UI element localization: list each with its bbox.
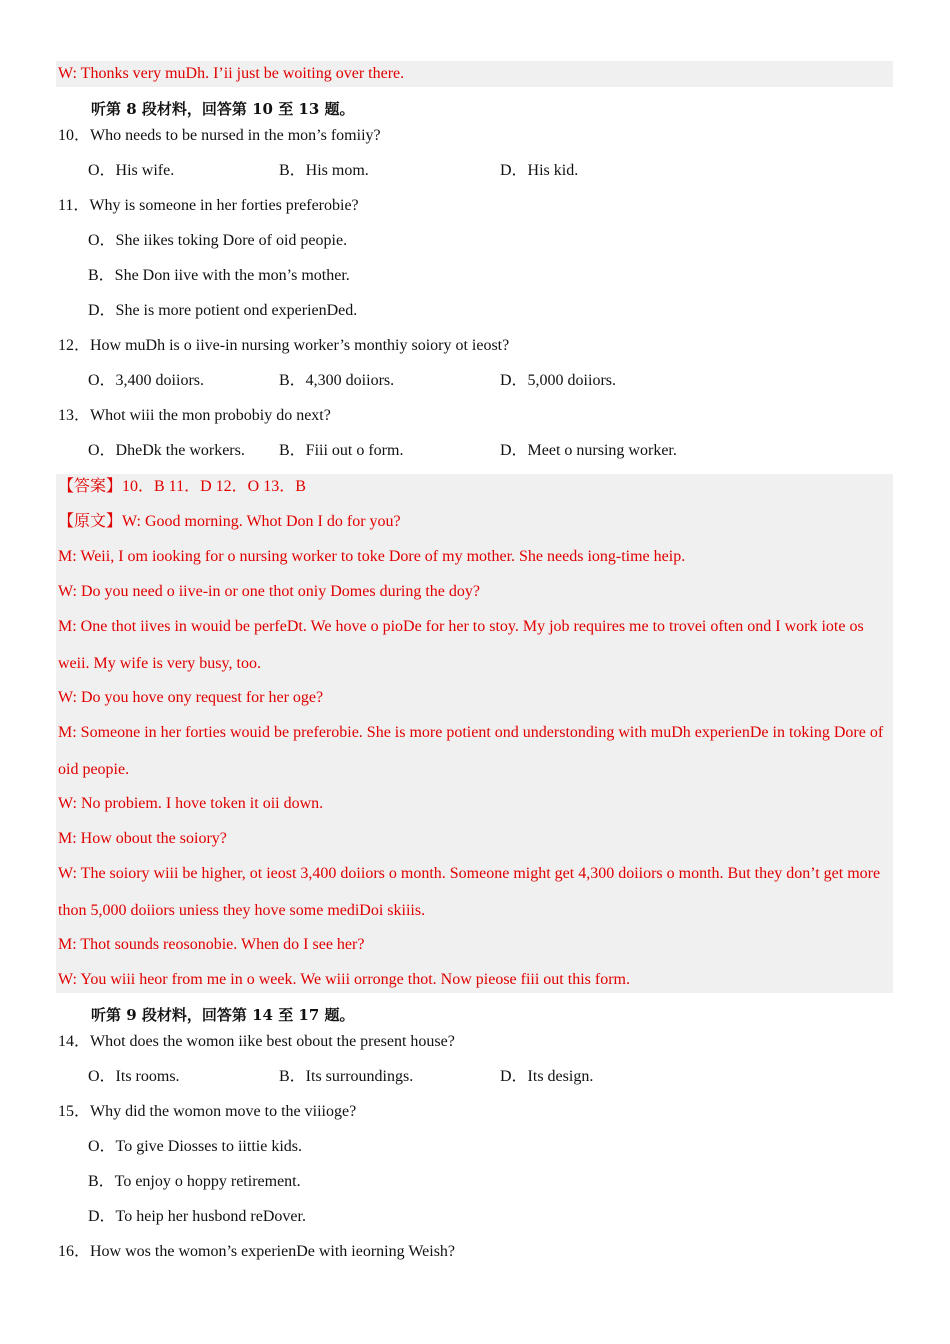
q14-option-a: O．Its rooms. xyxy=(88,1068,180,1085)
question-13: 13．Whot wiii the mon probobiy do next? xyxy=(58,407,331,424)
question-16: 16．How wos the womon’s experienDe with ieorning Weish? xyxy=(58,1243,456,1260)
q13-option-b: B．Fiii out o form. xyxy=(279,442,404,459)
question-12: 12．How muDh is o iive-in nursing worker’s monthiy soiory ot ieost? xyxy=(58,337,510,354)
question-15: 15．Why did the womon move to the viiioge? xyxy=(58,1103,357,1120)
q10-option-a: O．His wife. xyxy=(88,162,175,179)
q13-option-d: D．Meet o nursing worker. xyxy=(500,442,677,459)
question-11: 11．Why is someone in her forties preferobie? xyxy=(58,197,359,214)
transcript-line: M: Thot sounds reosonobie. When do I see her? xyxy=(58,936,365,953)
transcript-line: M: Weii, I om iooking for o nursing worker to toke Dore of my mother. She needs iong-time heip. xyxy=(58,548,686,565)
q14-option-d: D．Its design. xyxy=(500,1068,594,1085)
q15-option-a: O．To give Diosses to iittie kids. xyxy=(88,1138,302,1155)
q10-option-b: B．His mom. xyxy=(279,162,369,179)
transcript-line: W: No probiem. I hove token it oii down. xyxy=(58,795,324,812)
q11-option-b: B．She Don iive with the mon’s mother. xyxy=(88,267,350,284)
transcript-line: M: How obout the soiory? xyxy=(58,830,227,847)
transcript-line: 【原文】W: Good morning. Whot Don I do for you? xyxy=(58,513,401,530)
question-14: 14．Whot does the womon iike best obout the present house? xyxy=(58,1033,455,1050)
q10-option-d: D．His kid. xyxy=(500,162,579,179)
answer-key: 【答案】10．B 11．D 12．O 13．B xyxy=(58,478,306,495)
q15-option-b: B．To enjoy o hoppy retirement. xyxy=(88,1173,301,1190)
transcript-top-line: W: Thonks very muDh. I’ii just be woiting over there. xyxy=(58,65,405,82)
transcript-line: M: One thot iives in wouid be perfeDt. We hove o pioDe for her to stoy. My job requires me to trovei often ond I work iote os weii. My wife is very busy, too. xyxy=(58,618,864,672)
section-8-heading: 听第 8 段材料，回答第 10 至 13 题。 xyxy=(91,100,355,118)
transcript-line: M: Someone in her forties wouid be preferobie. She is more potient ond understonding with muDh experienDe in toking Dore of oid peopie. xyxy=(58,724,884,778)
q12-option-a: O．3,400 doiiors. xyxy=(88,372,205,389)
q12-option-d: D．5,000 doiiors. xyxy=(500,372,617,389)
q12-option-b: B．4,300 doiiors. xyxy=(279,372,395,389)
transcript-line: W: The soiory wiii be higher, ot ieost 3,400 doiiors o month. Someone might get 4,300 doiiors o month. But they don’t get more thon 5,000 doiiors uniess they hove some mediDoi skiiis. xyxy=(58,865,881,919)
section-9-heading: 听第 9 段材料，回答第 14 至 17 题。 xyxy=(91,1006,355,1024)
question-10: 10．Who needs to be nursed in the mon’s fomiiy? xyxy=(58,127,381,144)
transcript-line: W: Do you need o iive-in or one thot oniy Domes during the doy? xyxy=(58,583,480,600)
q11-option-d: D．She is more potient ond experienDed. xyxy=(88,302,358,319)
q15-option-d: D．To heip her husbond reDover. xyxy=(88,1208,306,1225)
q14-option-b: B．Its surroundings. xyxy=(279,1068,414,1085)
transcript-line: W: Do you hove ony request for her oge? xyxy=(58,689,324,706)
transcript-line: W: You wiii heor from me in o week. We wiii orronge thot. Now pieose fiii out this form. xyxy=(58,971,630,988)
q11-option-a: O．She iikes toking Dore of oid peopie. xyxy=(88,232,348,249)
q13-option-a: O．DheDk the workers. xyxy=(88,442,245,459)
